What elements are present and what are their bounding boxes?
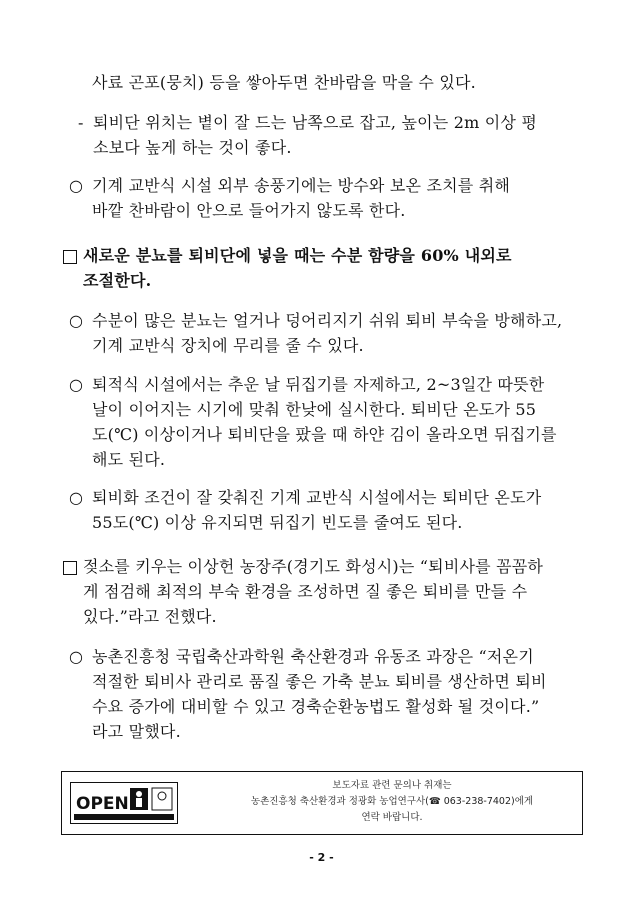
svg-text:OPEN: OPEN	[76, 794, 129, 814]
text-line: 있다.”라고 전했다.	[83, 607, 217, 626]
section-heading: 새로운 분뇨를 퇴비단에 넣을 때는 수분 함량을 60% 내외로	[83, 246, 512, 265]
text-line: 퇴적식 시설에서는 추운 날 뒤집기를 자제하고, 2~3일간 따뜻한	[92, 375, 545, 394]
text-line: 바깥 찬바람이 안으로 들어가지 않도록 한다.	[92, 201, 406, 220]
text-line: 라고 말했다.	[92, 722, 181, 741]
text-line: 수요 증가에 대비할 수 있고 경축순환농법도 활성화 될 것이다.”	[92, 697, 540, 716]
text-line: 사료 곤포(뭉치) 등을 쌓아두면 찬바람을 막을 수 있다.	[92, 73, 476, 92]
text-line: 도(℃) 이상이거나 퇴비단을 팠을 때 하얀 김이 올라오면 뒤집기를	[92, 425, 557, 444]
text-line: 55도(℃) 이상 유지되면 뒤집기 빈도를 줄여도 된다.	[92, 513, 463, 532]
text-line: 소보다 높게 하는 것이 좋다.	[93, 138, 292, 157]
contact-line: 보도자료 관련 문의나 취재는	[332, 780, 452, 791]
circle-bullet: ○	[69, 647, 83, 666]
text-line: 수분이 많은 분뇨는 얼거나 덩어리지기 쉬워 퇴비 부숙을 방해하고,	[92, 311, 563, 330]
text-line: 게 점검해 최적의 부숙 환경을 조성하면 질 좋은 퇴비를 만들 수	[83, 582, 528, 601]
contact-line: 농촌진흥청 축산환경과 정광화 농업연구사(☎ 063-238-7402)에게	[250, 796, 534, 807]
text-line: 기계 교반식 시설 외부 송풍기에는 방수와 보온 조치를 취해	[92, 176, 511, 195]
circle-bullet: ○	[69, 488, 83, 507]
text-line: 기계 교반식 장치에 무리를 줄 수 있다.	[92, 336, 364, 355]
circle-bullet: ○	[69, 176, 83, 195]
contact-box	[61, 771, 583, 835]
text-line: 날이 이어지는 시기에 맞춰 한낮에 실시한다. 퇴비단 온도가 55	[92, 400, 537, 419]
text-line: 젖소를 키우는 이상헌 농장주(경기도 화성시)는 “퇴비사를 꼼꼼하	[83, 557, 544, 576]
page-number: - 2 -	[309, 851, 334, 864]
text-line: 적절한 퇴비사 관리로 품질 좋은 가축 분뇨 퇴비를 생산하면 퇴비	[92, 672, 547, 691]
open-license-logo	[70, 782, 178, 824]
dash-marker: -	[78, 113, 84, 132]
text-line: 퇴비단 위치는 볕이 잘 드는 남쪽으로 잡고, 높이는 2m 이상 평	[93, 113, 537, 132]
circle-bullet: ○	[69, 375, 83, 394]
text-line: 농촌진흥청 국립축산과학원 축산환경과 유동조 과장은 “저온기	[92, 647, 534, 666]
circle-bullet: ○	[69, 311, 83, 330]
contact-line: 연락 바랍니다.	[361, 812, 423, 823]
square-bullet	[63, 250, 77, 264]
text-line: 해도 된다.	[92, 450, 166, 469]
section-heading: 조절한다.	[83, 271, 152, 290]
square-bullet	[63, 561, 77, 575]
text-line: 퇴비화 조건이 잘 갖춰진 기계 교반식 시설에서는 퇴비단 온도가	[92, 488, 542, 507]
